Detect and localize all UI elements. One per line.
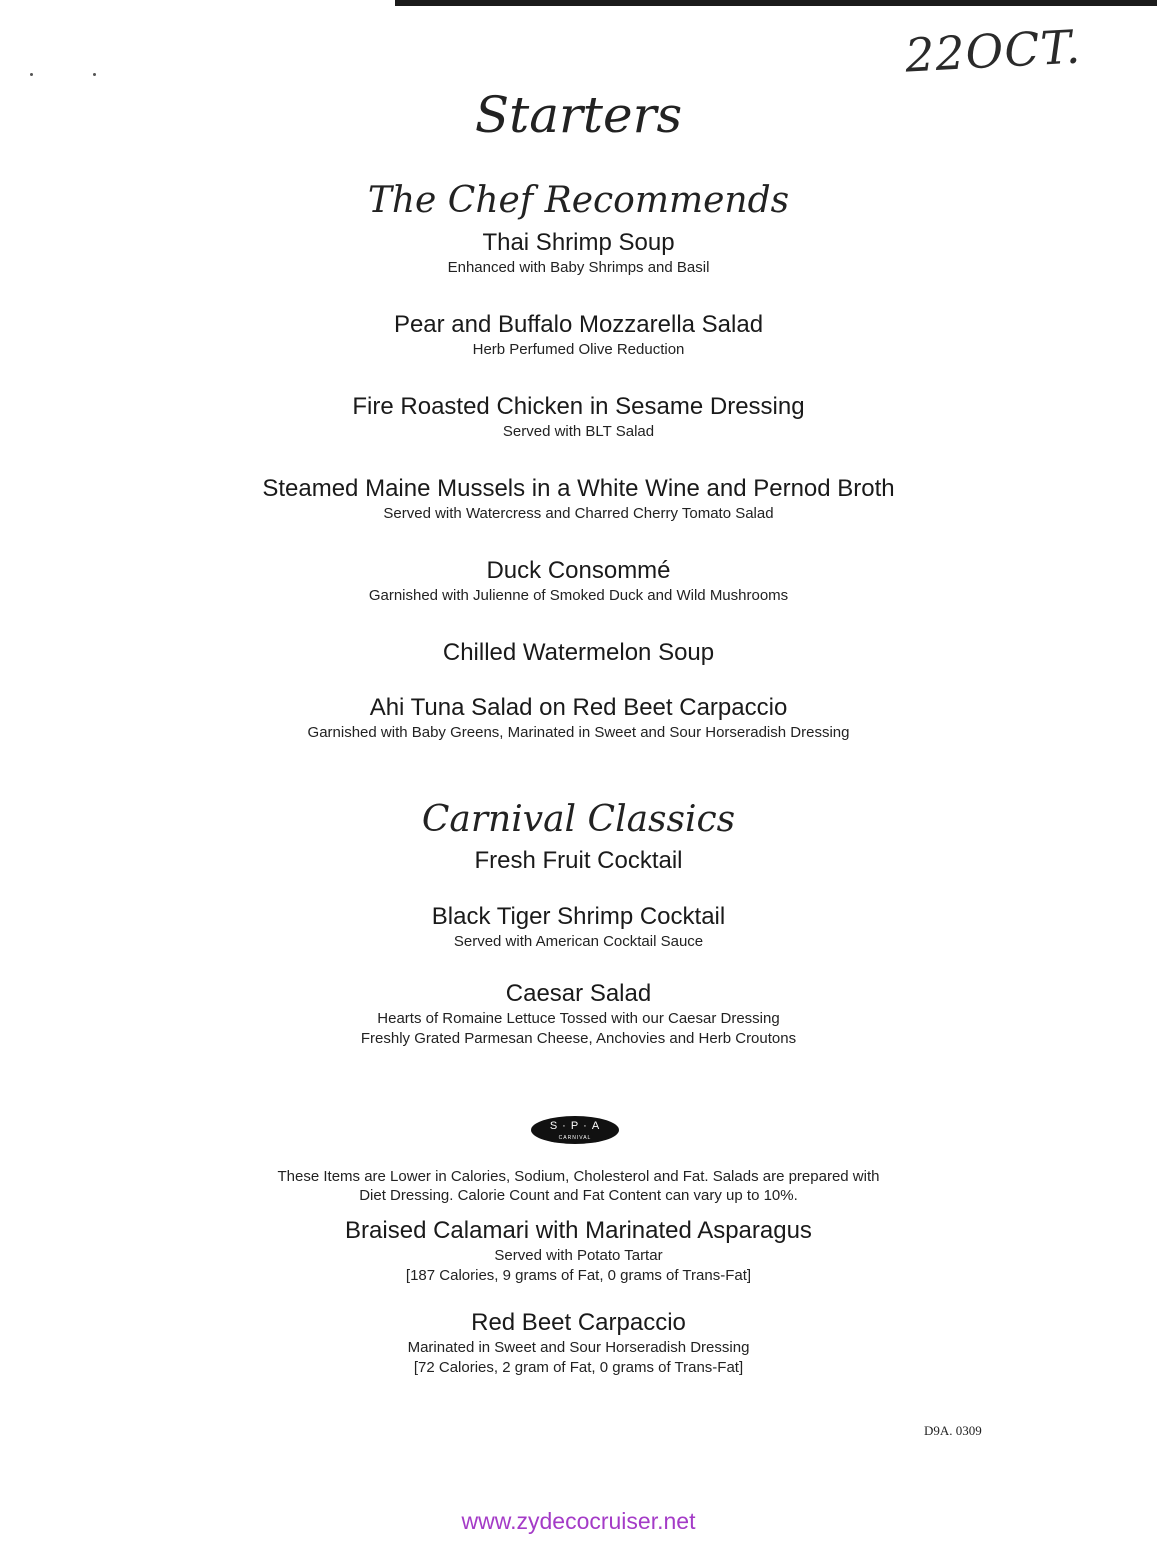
menu-item-name: Caesar Salad: [505, 980, 652, 1007]
menu-item-description: Enhanced with Baby Shrimps and Basil: [447, 259, 710, 276]
menu-item-name: Duck Consommé: [486, 557, 671, 584]
menu-item-description: Served with Potato Tartar: [494, 1247, 663, 1264]
menu-item-name: Chilled Watermelon Soup: [442, 639, 715, 666]
menu-item: [0, 638, 1157, 668]
menu-item-description: Served with Watercress and Charred Cherry Tomato Salad: [383, 505, 774, 522]
menu-item-name: Fresh Fruit Cocktail: [474, 847, 683, 874]
menu-item-description: Herb Perfumed Olive Reduction: [472, 341, 685, 358]
menu-item-nutrition: [72 Calories, 2 gram of Fat, 0 grams of Trans-Fat]: [413, 1359, 744, 1376]
menu-item-name: Black Tiger Shrimp Cocktail: [431, 903, 726, 930]
spa-carnival-logo: S·P·A CARNIVAL: [531, 1116, 619, 1144]
menu-item-description: Served with BLT Salad: [502, 423, 655, 440]
scan-edge: [395, 0, 1157, 6]
menu-item-description: Served with American Cocktail Sauce: [453, 933, 704, 950]
menu-item-name: Fire Roasted Chicken in Sesame Dressing: [352, 393, 805, 420]
menu-item-name: Ahi Tuna Salad on Red Beet Carpaccio: [369, 694, 788, 721]
menu-item: [0, 979, 1157, 1049]
spa-note-line: These Items are Lower in Calories, Sodium, Cholesterol and Fat. Salads are prepared with: [277, 1168, 880, 1185]
menu-item-description: Garnished with Julienne of Smoked Duck and Wild Mushrooms: [368, 587, 789, 604]
menu-item: [0, 846, 1157, 876]
menu-item-name: Red Beet Carpaccio: [471, 1309, 686, 1336]
watermark-url: www.zydecocruiser.net: [461, 1508, 696, 1534]
menu-code: D9A. 0309: [924, 1423, 982, 1438]
menu-item: [0, 1308, 1157, 1378]
menu-item: [0, 902, 1157, 952]
menu-item: [0, 310, 1157, 360]
menu-item-name: Thai Shrimp Soup: [482, 229, 675, 256]
scan-speck: [93, 73, 96, 76]
section-heading-chef-recommends: The Chef Recommends: [367, 180, 790, 221]
menu-item-description: Hearts of Romaine Lettuce Tossed with our Caesar Dressing: [377, 1010, 780, 1027]
menu-item-nutrition: [187 Calories, 9 grams of Fat, 0 grams of Trans-Fat]: [405, 1267, 752, 1284]
menu-item-description: Garnished with Baby Greens, Marinated in Sweet and Sour Horseradish Dressing: [307, 724, 850, 741]
menu-item-name: Steamed Maine Mussels in a White Wine and Pernod Broth: [262, 475, 895, 502]
section-heading-carnival-classics: Carnival Classics: [421, 799, 736, 840]
menu-item-name: Braised Calamari with Marinated Asparagus: [345, 1217, 812, 1244]
menu-item: [0, 228, 1157, 278]
spa-note: [0, 1167, 1157, 1205]
scan-speck: [30, 73, 33, 76]
menu-item: [0, 556, 1157, 606]
menu-item-name: Pear and Buffalo Mozzarella Salad: [393, 311, 764, 338]
spa-note-line: Diet Dressing. Calorie Count and Fat Content can vary up to 10%.: [359, 1187, 798, 1204]
handwritten-note: 22OCT.: [903, 19, 1083, 83]
menu-item: [0, 1216, 1157, 1286]
menu-item: [0, 392, 1157, 442]
menu-item: [0, 474, 1157, 524]
menu-item: [0, 693, 1157, 743]
menu-item-description: Freshly Grated Parmesan Cheese, Anchovies and Herb Croutons: [360, 1030, 797, 1047]
page-title: Starters: [474, 86, 683, 144]
menu-item-description: Marinated in Sweet and Sour Horseradish Dressing: [407, 1339, 750, 1356]
